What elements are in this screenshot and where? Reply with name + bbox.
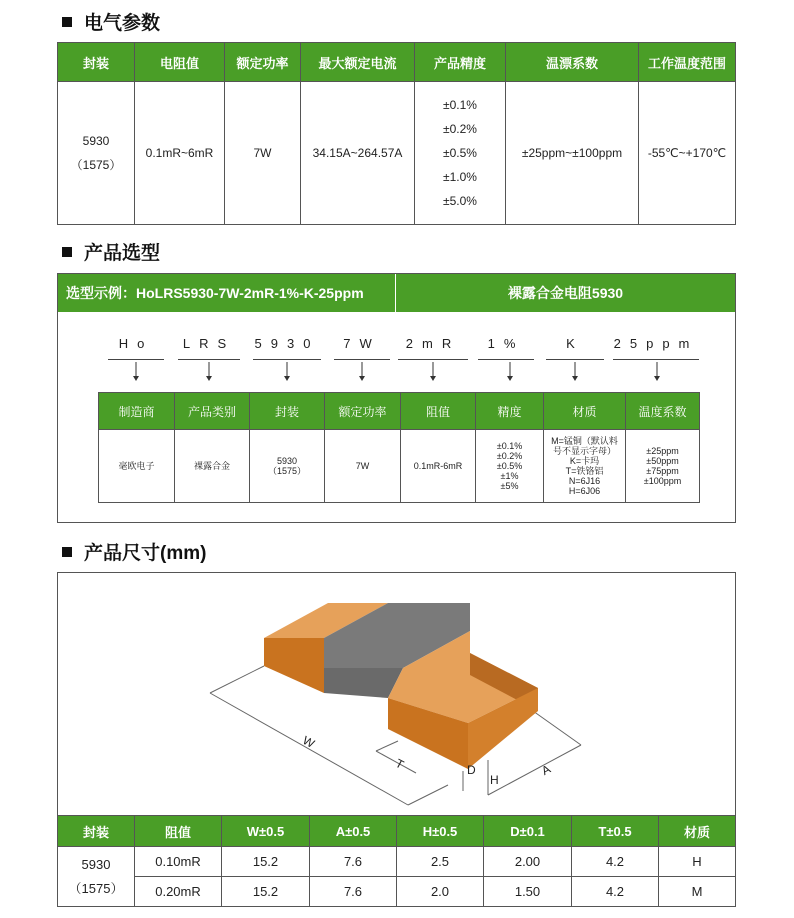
- selection-table: [98, 392, 700, 503]
- a-cell: 7.6: [310, 847, 397, 877]
- tolerance-value: ±5%: [500, 481, 519, 491]
- section-title-dimensions: [62, 538, 206, 565]
- package-cell: [58, 847, 135, 907]
- tolerance-value: ±0.2%: [496, 451, 523, 461]
- package-cell: [58, 82, 135, 225]
- code-segment: 7W: [334, 336, 390, 360]
- tcr-value: ±75ppm: [646, 466, 679, 476]
- package-sub: （1575）: [68, 880, 124, 896]
- tolerance-value: ±1%: [500, 471, 519, 481]
- package-code: 5930: [82, 134, 110, 148]
- header-cell: 工作温度范围: [639, 43, 736, 82]
- tolerance-value: ±0.1%: [443, 98, 477, 112]
- h-cell: 2.0: [397, 877, 484, 907]
- category-cell: 裸露合金: [175, 430, 250, 503]
- package-sub: （1575）: [70, 158, 122, 172]
- power-cell: 7W: [325, 430, 401, 503]
- header-cell: 材质: [659, 816, 736, 847]
- dimension-drawing-panel: [57, 572, 736, 816]
- header-cell: 封装: [58, 816, 135, 847]
- dim-label-d: D: [467, 763, 476, 777]
- header-cell: 额定功率: [225, 43, 301, 82]
- w-cell: 15.2: [222, 847, 310, 877]
- resistance-cell: 0.10mR: [135, 847, 222, 877]
- code-segment: 5930: [253, 336, 321, 360]
- temp-range-cell: -55℃~+170℃: [639, 82, 736, 225]
- bullet-square-icon: [62, 247, 72, 257]
- code-segment: 25ppm: [613, 336, 699, 360]
- code-segment: 1%: [478, 336, 534, 360]
- code-segment: 2mR: [398, 336, 468, 360]
- t-cell: 4.2: [572, 847, 659, 877]
- arrow-down-icon: [282, 362, 292, 382]
- tcr-cell: ±25ppm~±100ppm: [506, 82, 639, 225]
- section-title-text: 电气参数: [84, 13, 161, 34]
- w-cell: 15.2: [222, 877, 310, 907]
- arrow-down-icon: [652, 362, 662, 382]
- dimension-table: [57, 815, 736, 907]
- tolerance-value: ±0.5%: [496, 461, 523, 471]
- tcr-value: ±50ppm: [646, 456, 679, 466]
- material-cell: H: [659, 847, 736, 877]
- material-value: H=6J06: [568, 486, 601, 496]
- manufacturer-cell: 毫欧电子: [99, 430, 175, 503]
- resistance-cell: 0.20mR: [135, 877, 222, 907]
- code-segment: LRS: [178, 336, 240, 360]
- material-value: N=6J16: [568, 476, 601, 486]
- table-header-row: [99, 393, 700, 430]
- header-cell: 阻值: [401, 393, 476, 430]
- section-title-text: 产品选型: [84, 243, 161, 264]
- dim-label-w: W: [300, 733, 317, 751]
- package-code: 5930: [276, 456, 298, 466]
- tolerance-value: ±1.0%: [443, 170, 477, 184]
- header-cell: 材质: [544, 393, 626, 430]
- tolerance-value: ±0.2%: [443, 122, 477, 136]
- header-cell: H±0.5: [397, 816, 484, 847]
- header-cell: 制造商: [99, 393, 175, 430]
- h-cell: 2.5: [397, 847, 484, 877]
- tcr-value: ±100ppm: [643, 476, 682, 486]
- section-title-text: 产品尺寸(mm): [84, 543, 207, 564]
- tcr-value: ±25ppm: [646, 446, 679, 456]
- code-segment: Ho: [108, 336, 164, 360]
- material-cell: [544, 430, 626, 503]
- t-cell: 4.2: [572, 877, 659, 907]
- dim-label-h: H: [490, 773, 499, 787]
- material-value: M=锰铜（默认料: [551, 436, 618, 446]
- resistor-drawing: [58, 573, 735, 815]
- tolerance-value: ±0.1%: [496, 441, 523, 451]
- code-segment: K: [546, 336, 604, 360]
- arrow-down-icon: [570, 362, 580, 382]
- arrow-down-icon: [131, 362, 141, 382]
- header-cell: D±0.1: [484, 816, 572, 847]
- selection-header: [58, 274, 735, 312]
- arrow-down-icon: [505, 362, 515, 382]
- current-cell: 34.15A~264.57A: [301, 82, 415, 225]
- selection-panel: [57, 273, 736, 523]
- bullet-square-icon: [62, 547, 72, 557]
- table-header-row: [58, 43, 736, 82]
- selection-product-name: 裸露合金电阻5930: [507, 285, 624, 301]
- header-cell: 精度: [476, 393, 544, 430]
- material-value: K=卡玛: [569, 456, 600, 466]
- table-header-row: [58, 816, 736, 847]
- table-row: [58, 82, 736, 225]
- dim-label-t: T: [393, 756, 407, 772]
- electrical-table: [57, 42, 736, 225]
- a-cell: 7.6: [310, 877, 397, 907]
- package-cell: [250, 430, 325, 503]
- resistance-cell: 0.1mR~6mR: [135, 82, 225, 225]
- d-cell: 1.50: [484, 877, 572, 907]
- table-row: [99, 430, 700, 503]
- header-cell: 阻值: [135, 816, 222, 847]
- header-cell: 封装: [58, 43, 135, 82]
- header-cell: 温漂系数: [506, 43, 639, 82]
- tcr-cell: [626, 430, 700, 503]
- header-cell: 最大额定电流: [301, 43, 415, 82]
- tolerance-value: ±5.0%: [443, 194, 477, 208]
- header-cell: A±0.5: [310, 816, 397, 847]
- material-value: T=铁铬铝: [565, 466, 604, 476]
- header-cell: 额定功率: [325, 393, 401, 430]
- table-row: [58, 847, 736, 877]
- section-title-electrical: [62, 8, 160, 35]
- header-cell: 产品精度: [415, 43, 506, 82]
- resistance-cell: 0.1mR-6mR: [401, 430, 476, 503]
- power-cell: 7W: [225, 82, 301, 225]
- dim-label-a: A: [539, 761, 553, 779]
- header-cell: 温度系数: [626, 393, 700, 430]
- section-title-selection: [62, 238, 160, 265]
- table-row: [58, 877, 736, 907]
- arrow-down-icon: [204, 362, 214, 382]
- selection-example: 选型示例：HoLRS5930-7W-2mR-1%-K-25ppm: [58, 274, 396, 312]
- arrow-down-icon: [357, 362, 367, 382]
- header-cell: 产品类别: [175, 393, 250, 430]
- header-cell: T±0.5: [572, 816, 659, 847]
- header-cell: 电阻值: [135, 43, 225, 82]
- tolerance-cell: [476, 430, 544, 503]
- header-cell: 封装: [250, 393, 325, 430]
- arrow-down-icon: [428, 362, 438, 382]
- bullet-square-icon: [62, 17, 72, 27]
- package-sub: （1575）: [267, 466, 307, 476]
- package-code: 5930: [81, 856, 111, 872]
- d-cell: 2.00: [484, 847, 572, 877]
- tolerance-cell: [415, 82, 506, 225]
- material-value: 号不显示字母）: [552, 446, 616, 456]
- tolerance-value: ±0.5%: [443, 146, 477, 160]
- material-cell: M: [659, 877, 736, 907]
- header-cell: W±0.5: [222, 816, 310, 847]
- left-terminal-front: [264, 638, 324, 693]
